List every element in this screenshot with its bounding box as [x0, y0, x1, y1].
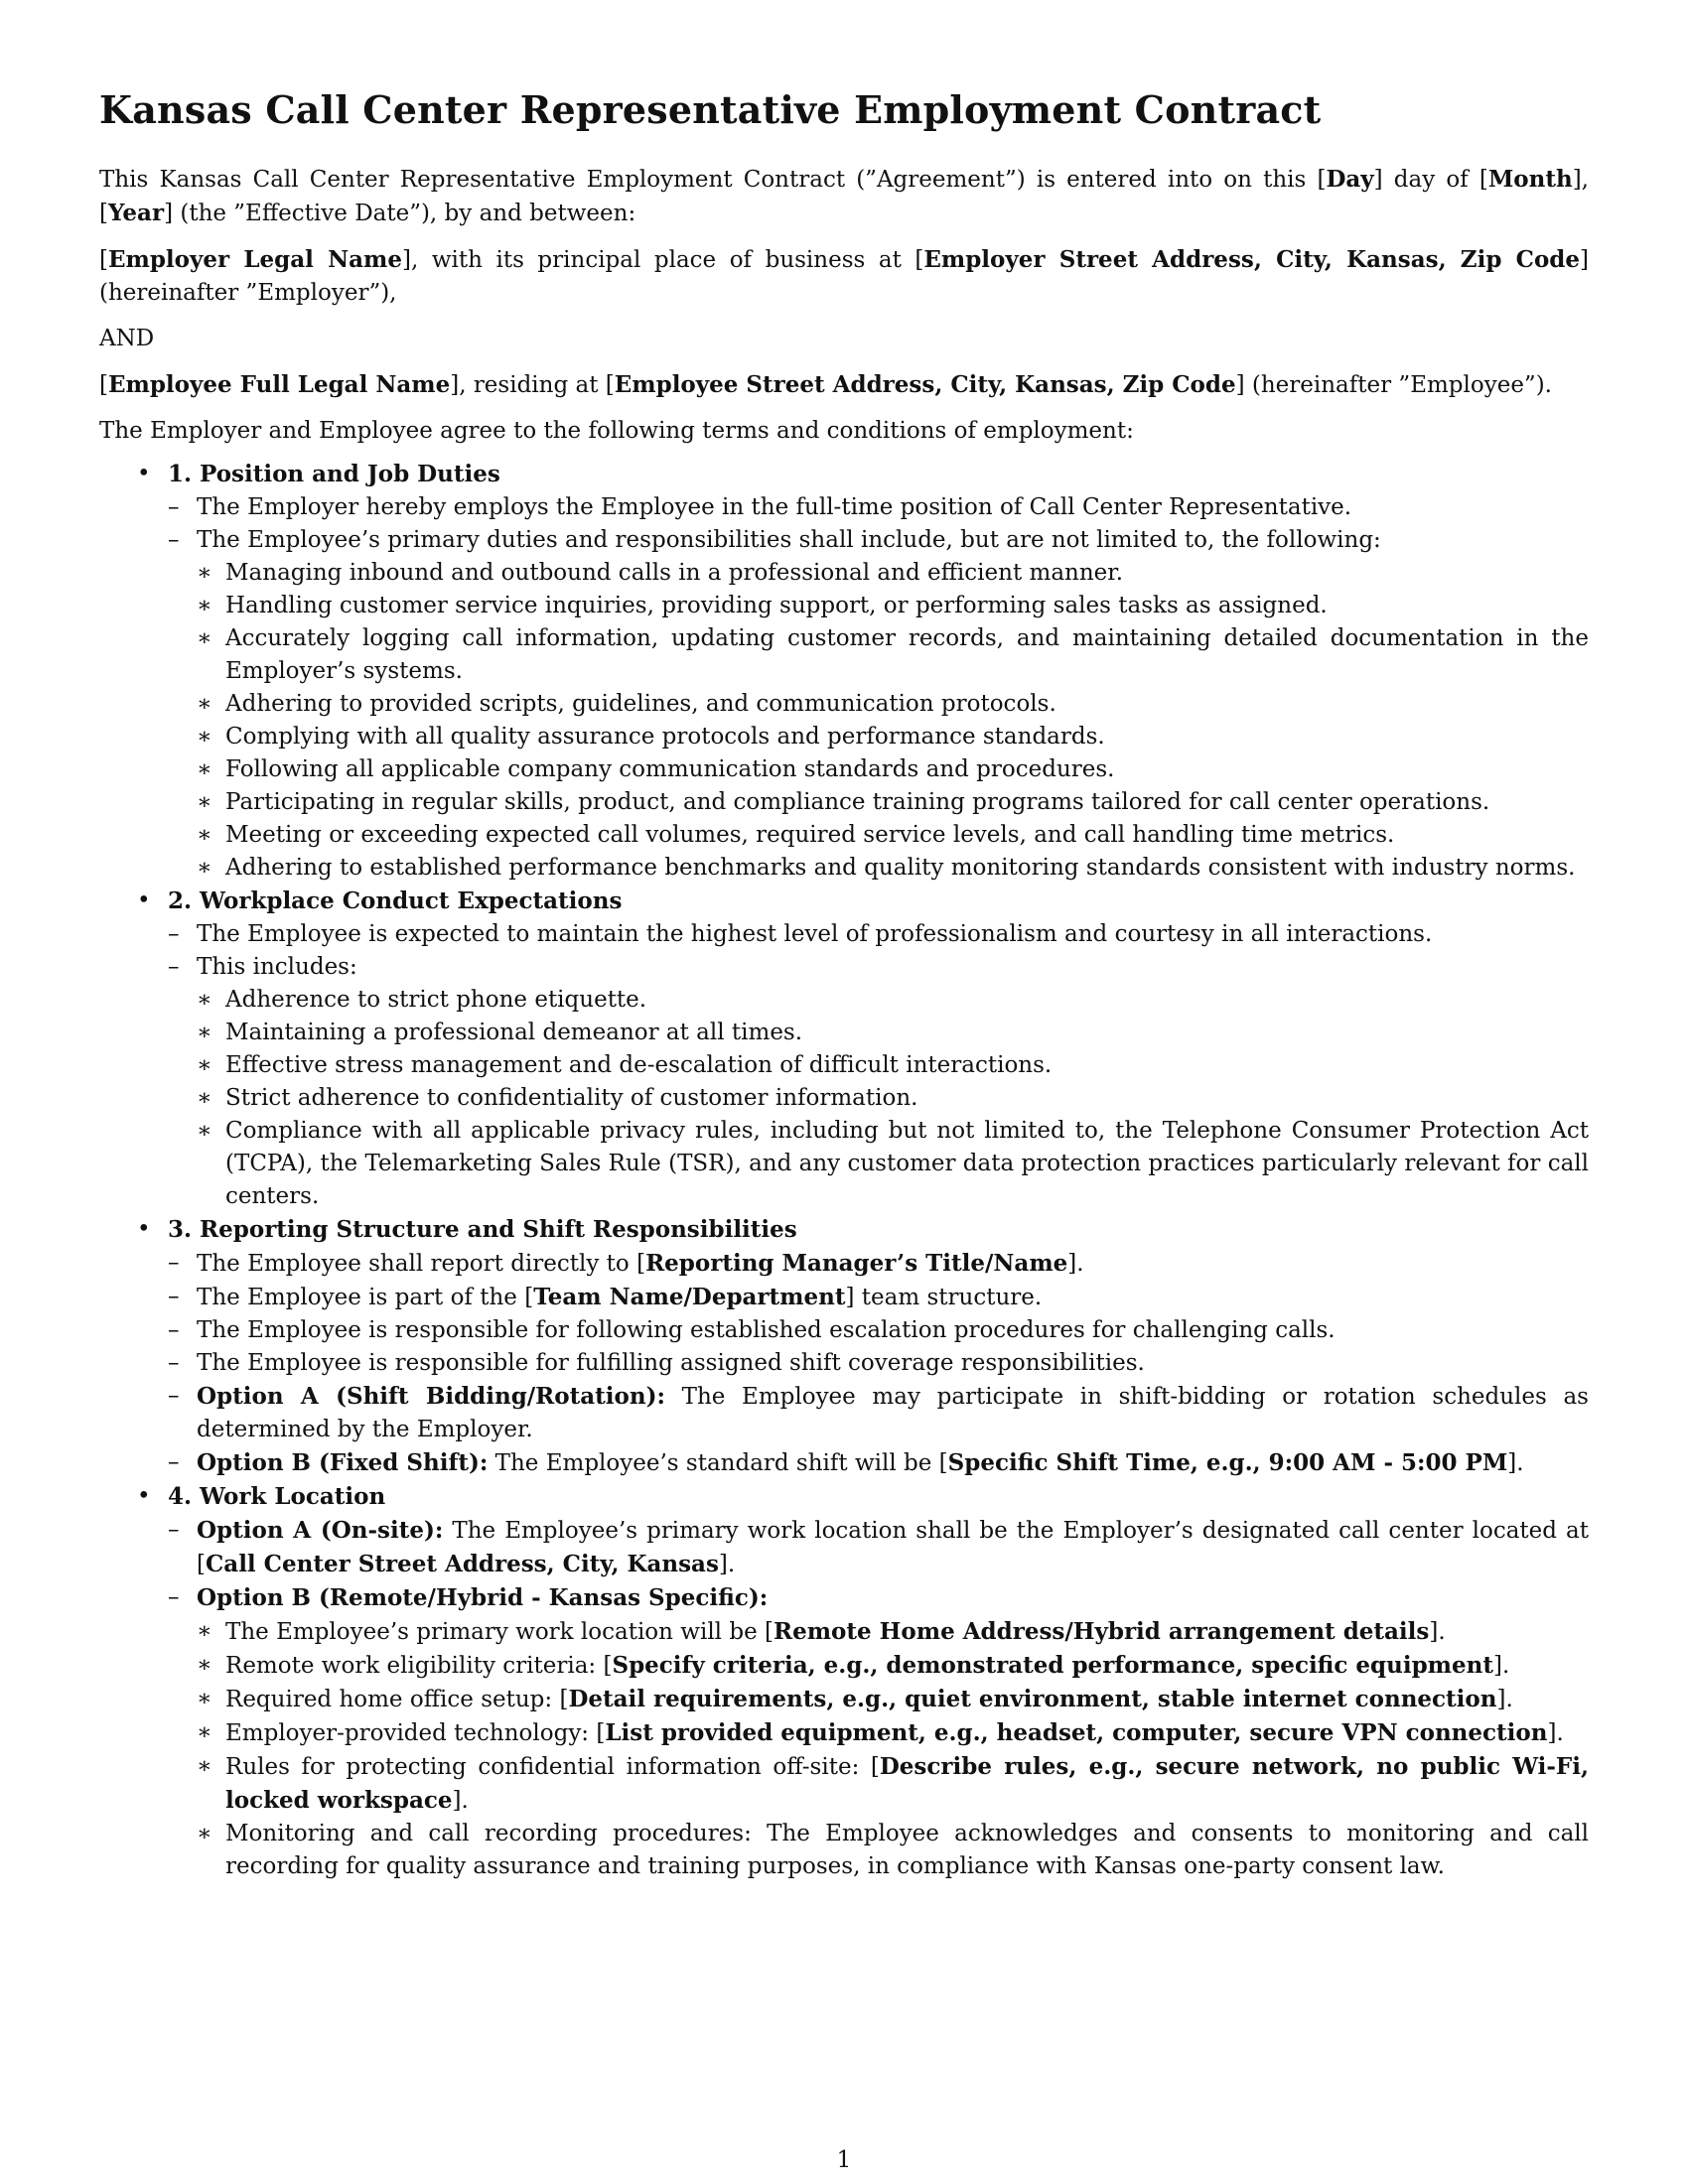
- list-item: – The Employee is responsible for following established escalation procedures for challenging calls.: [168, 1314, 1589, 1347]
- section-3: [99, 1213, 1589, 1480]
- list-item: [168, 1581, 1589, 1883]
- employer-name-placeholder: Employer Legal Name: [107, 246, 403, 273]
- list-item: – The Employee shall report directly to [Reporting Manager’s Title/Name].: [168, 1247, 1589, 1281]
- day-placeholder: Day: [1326, 166, 1374, 193]
- duty-item: ∗ Meeting or exceeding expected call volumes, required service levels, and call handling time metrics.: [197, 819, 1589, 852]
- remote-item: ∗ Remote work eligibility criteria: [Specify criteria, e.g., demonstrated performance, specific equipment].: [197, 1649, 1589, 1683]
- duty-item: ∗ Following all applicable company communication standards and procedures.: [197, 753, 1589, 786]
- duty-item: ∗ Handling customer service inquiries, providing support, or performing sales tasks as assigned.: [197, 590, 1589, 622]
- duty-item: ∗ Accurately logging call information, updating customer records, and maintaining detailed documentation in the Employer’s systems.: [197, 622, 1589, 688]
- conduct-item: ∗ Adherence to strict phone etiquette.: [197, 984, 1589, 1017]
- year-placeholder: Year: [107, 200, 165, 226]
- list-item: – This includes: ∗ Adherence to strict phone etiquette. ∗ Maintaining a professional demeanor at all times. ∗ Effective stress management and de-escalation of difficult interactions. ∗ Strict adherence to confidentiality of customer information. ∗ Compliance with all applicable privacy rules, including but not limited to, the Telephone Consumer Protection Act (TCPA), the Telemarketing Sales Rule (TSR), and any customer data protection practices particularly relevant for call centers.: [168, 951, 1589, 1213]
- duty-item: ∗ Adhering to provided scripts, guidelines, and communication protocols.: [197, 688, 1589, 721]
- remote-item: ∗ The Employee’s primary work location will be [Remote Home Address/Hybrid arrangement details].: [197, 1615, 1589, 1649]
- employee-name-placeholder: Employee Full Legal Name: [107, 371, 451, 398]
- duty-item: ∗ Complying with all quality assurance protocols and performance standards.: [197, 721, 1589, 753]
- remote-item: ∗ Employer-provided technology: [List provided equipment, e.g., headset, computer, secure VPN connection].: [197, 1716, 1589, 1750]
- onsite-option-label: Option A (On-site):: [197, 1517, 444, 1544]
- conduct-item: ∗ Compliance with all applicable privacy rules, including but not limited to, the Telephone Consumer Protection Act (TCPA), the Telemarketing Sales Rule (TSR), and any customer data protection practices particularly relevant for call centers.: [197, 1115, 1589, 1213]
- section-4: [99, 1480, 1589, 1883]
- employer-paragraph: [Employer Legal Name], with its principal place of business at [Employer Street Address, City, Kansas, Zip Code] (hereinafter ”Employer”),: [99, 246, 1589, 306]
- list-item: – The Employer hereby employs the Employee in the full-time position of Call Center Representative.: [168, 491, 1589, 524]
- section-3-heading: 3. Reporting Structure and Shift Responsibilities: [168, 1216, 797, 1243]
- duty-item: ∗ Managing inbound and outbound calls in a professional and efficient manner.: [197, 557, 1589, 590]
- option-b-label: Option B (Fixed Shift):: [197, 1449, 489, 1476]
- conduct-item: ∗ Maintaining a professional demeanor at all times.: [197, 1017, 1589, 1049]
- agreement-paragraph: The Employer and Employee agree to the following terms and conditions of employment:: [99, 418, 1134, 444]
- section-1: [99, 458, 1589, 885]
- section-1-heading: 1. Position and Job Duties: [168, 461, 500, 487]
- list-item: – The Employee is part of the [Team Name/Department] team structure.: [168, 1281, 1589, 1314]
- remote-item: ∗ Rules for protecting confidential information off-site: [Describe rules, e.g., secure network, no public Wi-Fi, locked workspace].: [197, 1750, 1589, 1818]
- employer-address-placeholder: Employer Street Address, City, Kansas, Zip Code: [923, 246, 1581, 273]
- remote-item: ∗ Monitoring and call recording procedures: The Employee acknowledges and consents to monitoring and call recording for quality assurance and training purposes, in compliance with Kansas one-party consent law.: [197, 1818, 1589, 1883]
- section-4-heading: 4. Work Location: [168, 1483, 386, 1510]
- intro-paragraph: This Kansas Call Center Representative Employment Contract (”Agreement”) is entered into on this [Day] day of [Month], [Year] (the ”Effective Date”), by and between:: [99, 166, 1589, 226]
- list-item: – Option B (Fixed Shift): The Employee’s standard shift will be [Specific Shift Time, e.g., 9:00 AM - 5:00 PM].: [168, 1446, 1589, 1480]
- employee-paragraph: [Employee Full Legal Name], residing at [Employee Street Address, City, Kansas, Zip Code] (hereinafter ”Employee”).: [99, 371, 1552, 398]
- document-page: [99, 87, 1589, 1883]
- list-item: – The Employee is responsible for fulfilling assigned shift coverage responsibilities.: [168, 1347, 1589, 1380]
- list-item: – The Employee is expected to maintain the highest level of professionalism and courtesy in all interactions.: [168, 918, 1589, 951]
- sections-list: [99, 458, 1589, 1883]
- remote-item: ∗ Required home office setup: [Detail requirements, e.g., quiet environment, stable internet connection].: [197, 1683, 1589, 1716]
- list-item: – Option A (On-site): The Employee’s primary work location shall be the Employer’s designated call center located at [Call Center Street Address, City, Kansas].: [168, 1514, 1589, 1581]
- document-title: Kansas Call Center Representative Employment Contract: [99, 87, 1322, 132]
- shift-time-placeholder: Specific Shift Time, e.g., 9:00 AM - 5:00 PM: [947, 1449, 1508, 1476]
- team-placeholder: Team Name/Department: [533, 1284, 846, 1310]
- employee-address-placeholder: Employee Street Address, City, Kansas, Zip Code: [614, 371, 1236, 398]
- section-2: [99, 885, 1589, 1213]
- remote-option-label: Option B (Remote/Hybrid - Kansas Specific):: [197, 1584, 769, 1611]
- month-placeholder: Month: [1487, 166, 1573, 193]
- conduct-item: ∗ Strict adherence to confidentiality of customer information.: [197, 1082, 1589, 1115]
- page-number: 1: [836, 2147, 852, 2173]
- list-item: – The Employee’s primary duties and responsibilities shall include, but are not limited to, the following: ∗ Managing inbound and outbound calls in a professional and efficient manner. ∗ Handling customer service inquiries, providing support, or performing sales tasks as assigned. ∗ Accurately logging call information, updating customer records, and maintaining detailed documentation in the Employer’s systems. ∗ Adhering to provided scripts, guidelines, and communication protocols. ∗ Complying with all quality assurance protocols and performance standards. ∗ Following all applicable company communication standards and procedures. ∗ Participating in regular skills, product, and compliance training programs tailored for call center operations. ∗ Meeting or exceeding expected call volumes, required service levels, and call handling time metrics. ∗ Adhering to established performance benchmarks and quality monitoring standards consistent with industry norms.: [168, 524, 1589, 885]
- and-paragraph: AND: [99, 326, 155, 351]
- duty-item: ∗ Participating in regular skills, product, and compliance training programs tailored for call center operations.: [197, 786, 1589, 819]
- call-center-address-placeholder: Call Center Street Address, City, Kansas: [205, 1551, 719, 1577]
- conduct-item: ∗ Effective stress management and de-escalation of difficult interactions.: [197, 1049, 1589, 1082]
- section-2-heading: 2. Workplace Conduct Expectations: [168, 887, 623, 914]
- option-a-label: Option A (Shift Bidding/Rotation):: [197, 1383, 665, 1410]
- duty-item: ∗ Adhering to established performance benchmarks and quality monitoring standards consistent with industry norms.: [197, 852, 1589, 885]
- manager-placeholder: Reporting Manager’s Title/Name: [645, 1250, 1068, 1277]
- list-item: – Option A (Shift Bidding/Rotation): The Employee may participate in shift-bidding or rotation schedules as determined by the Employer.: [168, 1380, 1589, 1446]
